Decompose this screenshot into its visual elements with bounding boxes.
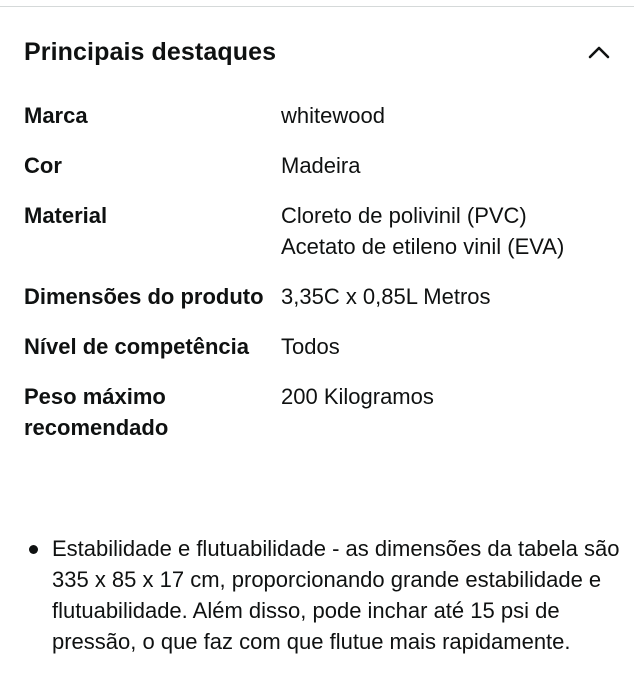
section-title: Principais destaques <box>24 37 277 66</box>
spec-value <box>281 281 624 312</box>
spec-row-skill-level <box>24 331 624 362</box>
bullet-text: Estabilidade e flutuabilidade - as dimensões da tabela são 335 x 85 x 17 cm, proporcionando grande estabilidade e flutuabilidade. Além disso, pode inchar até 15 psi de pressão, o que faz com que flutue mais rapidamente. <box>52 536 620 654</box>
spec-value <box>281 200 624 262</box>
spec-value-line: Acetato de etileno vinil (EVA) <box>281 234 565 259</box>
top-divider <box>0 6 634 7</box>
section-header[interactable] <box>24 30 614 74</box>
spec-label: Marca <box>24 103 88 128</box>
spec-row-material <box>24 200 624 262</box>
feature-bullets <box>24 533 624 669</box>
spec-label: Peso máximo recomendado <box>24 384 169 440</box>
spec-value-line: Todos <box>281 334 340 359</box>
spec-value-line: Cloreto de polivinil (PVC) <box>281 203 527 228</box>
spec-label: Dimensões do produto <box>24 284 264 309</box>
spec-row-brand <box>24 100 624 131</box>
spec-row-color <box>24 150 624 181</box>
spec-value-line: 3,35C x 0,85L Metros <box>281 284 491 309</box>
spec-row-max-weight <box>24 381 624 443</box>
spec-label: Cor <box>24 153 62 178</box>
chevron-up-icon[interactable] <box>584 37 614 67</box>
spec-value <box>281 100 624 131</box>
spec-value-line: 200 Kilogramos <box>281 384 434 409</box>
spec-label: Material <box>24 203 108 228</box>
spec-value-line: Madeira <box>281 153 361 178</box>
list-item <box>24 533 624 657</box>
spec-value <box>281 331 624 362</box>
specs-table <box>24 100 624 462</box>
spec-value <box>281 150 624 181</box>
spec-value-line: whitewood <box>281 103 385 128</box>
spec-label: Nível de competência <box>24 334 249 359</box>
bullet-dot-icon <box>29 545 38 554</box>
spec-row-dimensions <box>24 281 624 312</box>
spec-value <box>281 381 624 443</box>
